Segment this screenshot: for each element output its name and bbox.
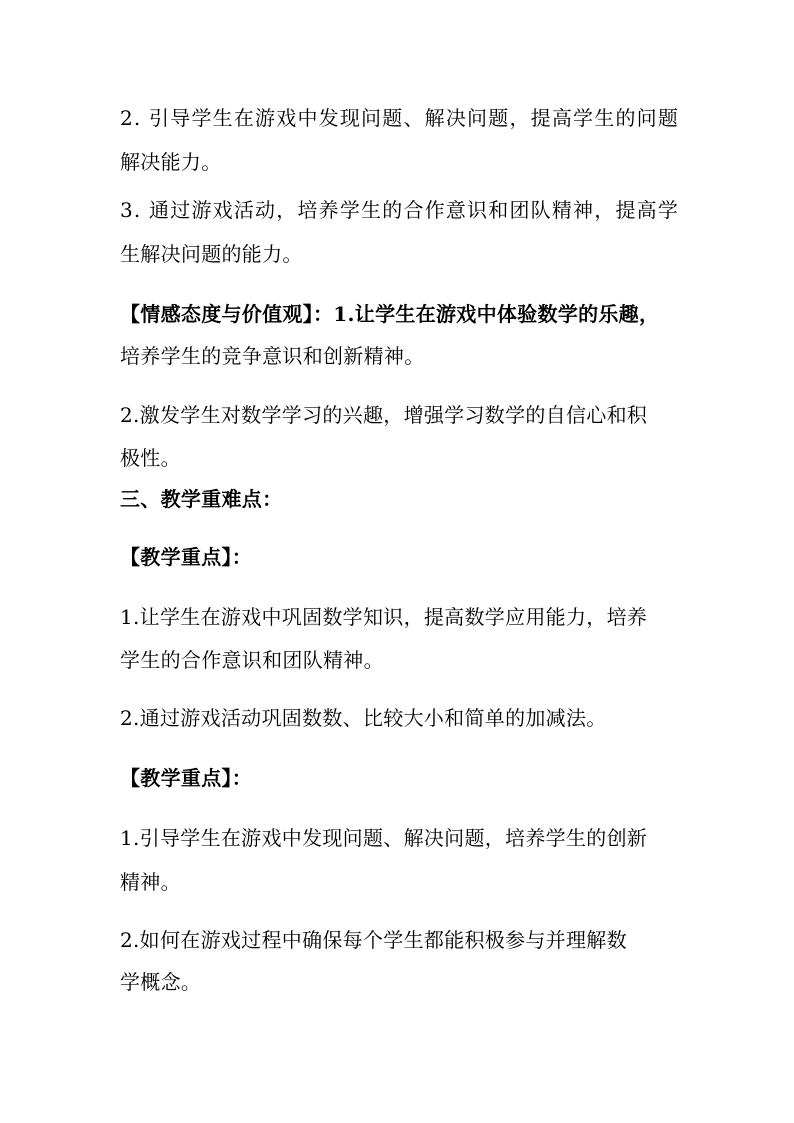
key-point-2: 2.通过游戏活动巩固数数、比较大小和简单的加减法。 — [120, 706, 607, 730]
teaching-key-points-heading-1: 【教学重点】： — [120, 545, 253, 569]
difficult-point-2-line-2: 学概念。 — [120, 970, 202, 994]
teaching-key-points-heading-2: 【教学重点】： — [120, 766, 253, 790]
difficult-point-1-line-2: 精神。 — [120, 870, 181, 894]
emotion-goal-2-line-2: 极性。 — [120, 446, 181, 470]
goal-2-line-2: 解决能力。 — [120, 150, 222, 174]
goal-3-line-1: 3. 通过游戏活动，培养学生的合作意识和团队精神，提高学 — [120, 198, 680, 222]
goal-3-line-2: 生解决问题的能力。 — [120, 242, 303, 266]
emotion-attitude-values-line-1: 【情感态度与价值观】：1.让学生在游戏中体验数学的乐趣， — [120, 302, 660, 326]
key-point-1-line-1: 1.让学生在游戏中巩固数学知识，提高数学应用能力，培养 — [120, 605, 648, 629]
difficult-point-2-line-1: 2.如何在游戏过程中确保每个学生都能积极参与并理解数 — [120, 928, 627, 952]
key-point-1-line-2: 学生的合作意识和团队精神。 — [120, 648, 384, 672]
section-heading-teaching-key-difficult-points: 三、教学重难点： — [120, 487, 283, 511]
goal-2-line-1: 2. 引导学生在游戏中发现问题、解决问题，提高学生的问题 — [120, 106, 680, 130]
emotion-goal-2-line-1: 2.激发学生对数学学习的兴趣，增强学习数学的自信心和积 — [120, 403, 648, 427]
emotion-attitude-values-line-2: 培养学生的竞争意识和创新精神。 — [120, 344, 425, 368]
difficult-point-1-line-1: 1.引导学生在游戏中发现问题、解决问题，培养学生的创新 — [120, 826, 648, 850]
